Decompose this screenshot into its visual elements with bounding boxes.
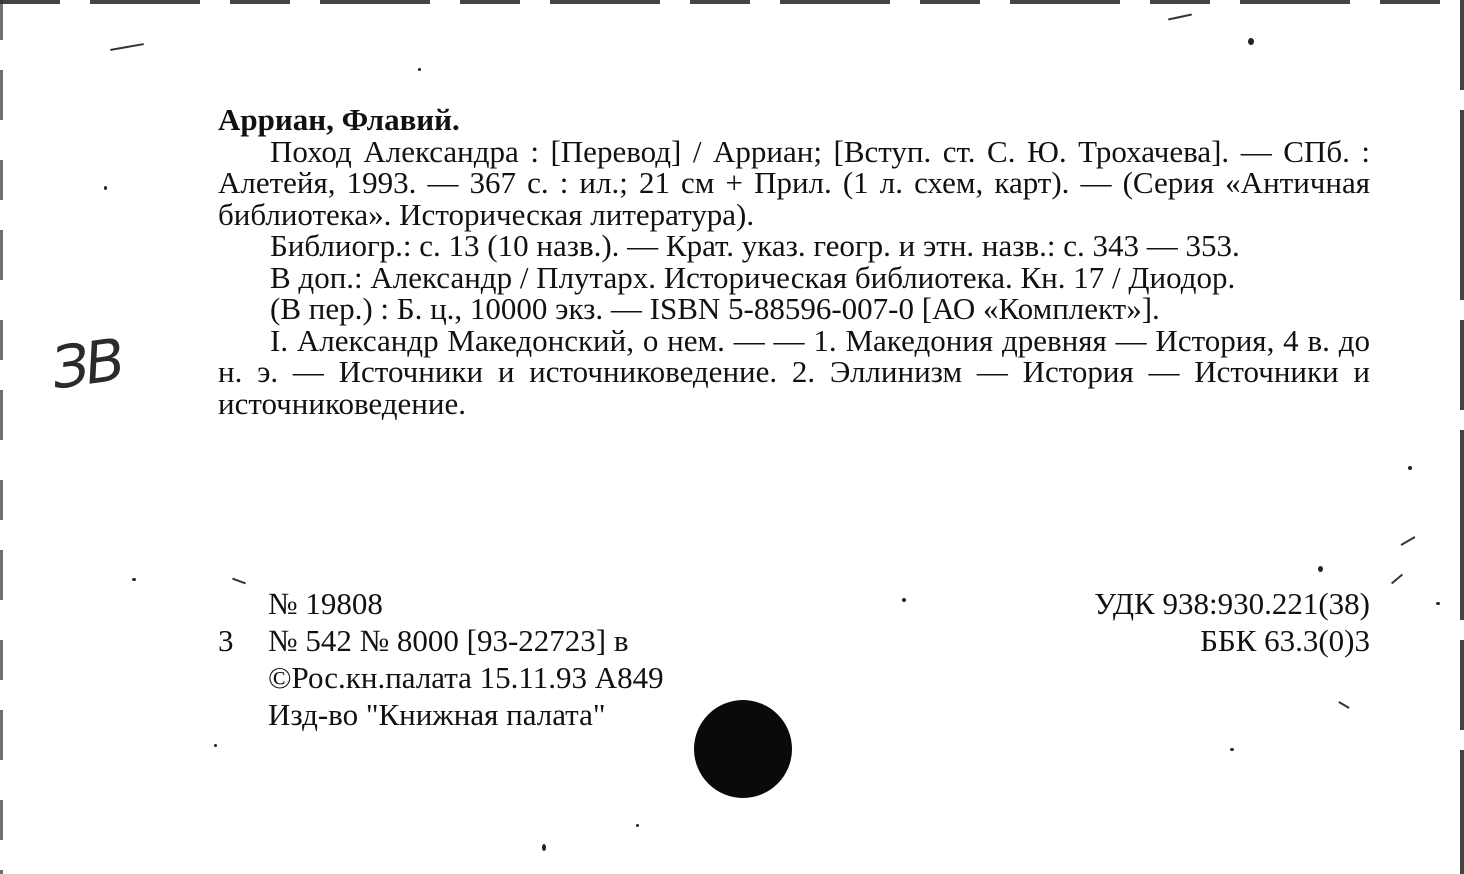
supplement-note: В доп.: Александр / Плутарх. Историческая библиотека. Кн. 17 / Диодор. [270, 259, 1236, 295]
scan-speck [214, 744, 217, 747]
bibliography-note: Библиогр.: с. 13 (10 назв.). — Крат. указ. геогр. и этн. назв.: с. 343 — 353. [270, 228, 1240, 263]
scan-mark [232, 578, 246, 585]
footer-line [218, 659, 664, 696]
binding-price-isbn: (В пер.) : Б. ц., 10000 экз. — ISBN 5-88596-007-0 [АО «Комплект»]. [270, 291, 1160, 326]
footer-left [218, 585, 664, 733]
footer-line [218, 585, 664, 622]
scan-mark [1401, 536, 1416, 546]
line-prefix [218, 585, 268, 622]
scan-speck [418, 68, 421, 71]
bibliographic-entry [218, 104, 1370, 419]
record-number: № 19808 [268, 586, 383, 621]
scan-speck [1230, 748, 1234, 751]
scan-speck [1436, 602, 1440, 605]
copyright-line: ©Рос.кн.палата 15.11.93 А849 [268, 660, 664, 695]
scan-mark [1338, 701, 1349, 709]
title-description: Поход Александра : [Перевод] / Арриан; [Вступ. ст. С. Ю. Трохачева]. — СПб. : Алетейя, 1993. — 367 с. : ил.; 21 см + Прил. (1 л. схем, карт). — (Серия «Античная библиотека». Историческая литература). [218, 133, 1370, 232]
footer-line [218, 696, 664, 733]
card-left-edge [0, 0, 3, 874]
scan-speck [902, 598, 906, 602]
handwritten-mark: ЗВ [47, 325, 126, 403]
bbk-code: ББК 63.3(0)3 [1200, 623, 1370, 658]
scan-mark [110, 43, 144, 51]
scan-speck [132, 578, 136, 581]
scan-speck [542, 844, 546, 851]
line-prefix: 3 [218, 623, 234, 658]
footer-line [218, 622, 664, 659]
line-prefix [218, 659, 268, 696]
author-heading: Арриан, Флавий. [218, 102, 460, 137]
scan-mark [1391, 574, 1403, 585]
subject-headings: I. Александр Македонский, о нем. — — 1. Македония древняя — История, 4 в. до н. э. — Источники и источниковедение. 2. Эллинизм — История — Источники и источниковедение. [218, 322, 1370, 421]
scan-speck [1248, 38, 1254, 45]
order-numbers: № 542 № 8000 [93-22723] в [268, 623, 629, 658]
scan-speck [104, 186, 107, 190]
publisher-line: Изд-во "Книжная палата" [268, 697, 606, 732]
line-prefix [218, 696, 268, 733]
ink-blot [694, 700, 792, 798]
scan-speck [636, 824, 639, 827]
scan-speck [1318, 566, 1323, 572]
card-right-edge [1460, 0, 1464, 874]
card-top-edge [0, 0, 1464, 4]
udk-code: УДК 938:930.221(38) [1094, 586, 1370, 621]
footer-right [1094, 585, 1370, 659]
scan-speck [1408, 466, 1412, 470]
scan-mark [1168, 14, 1192, 21]
